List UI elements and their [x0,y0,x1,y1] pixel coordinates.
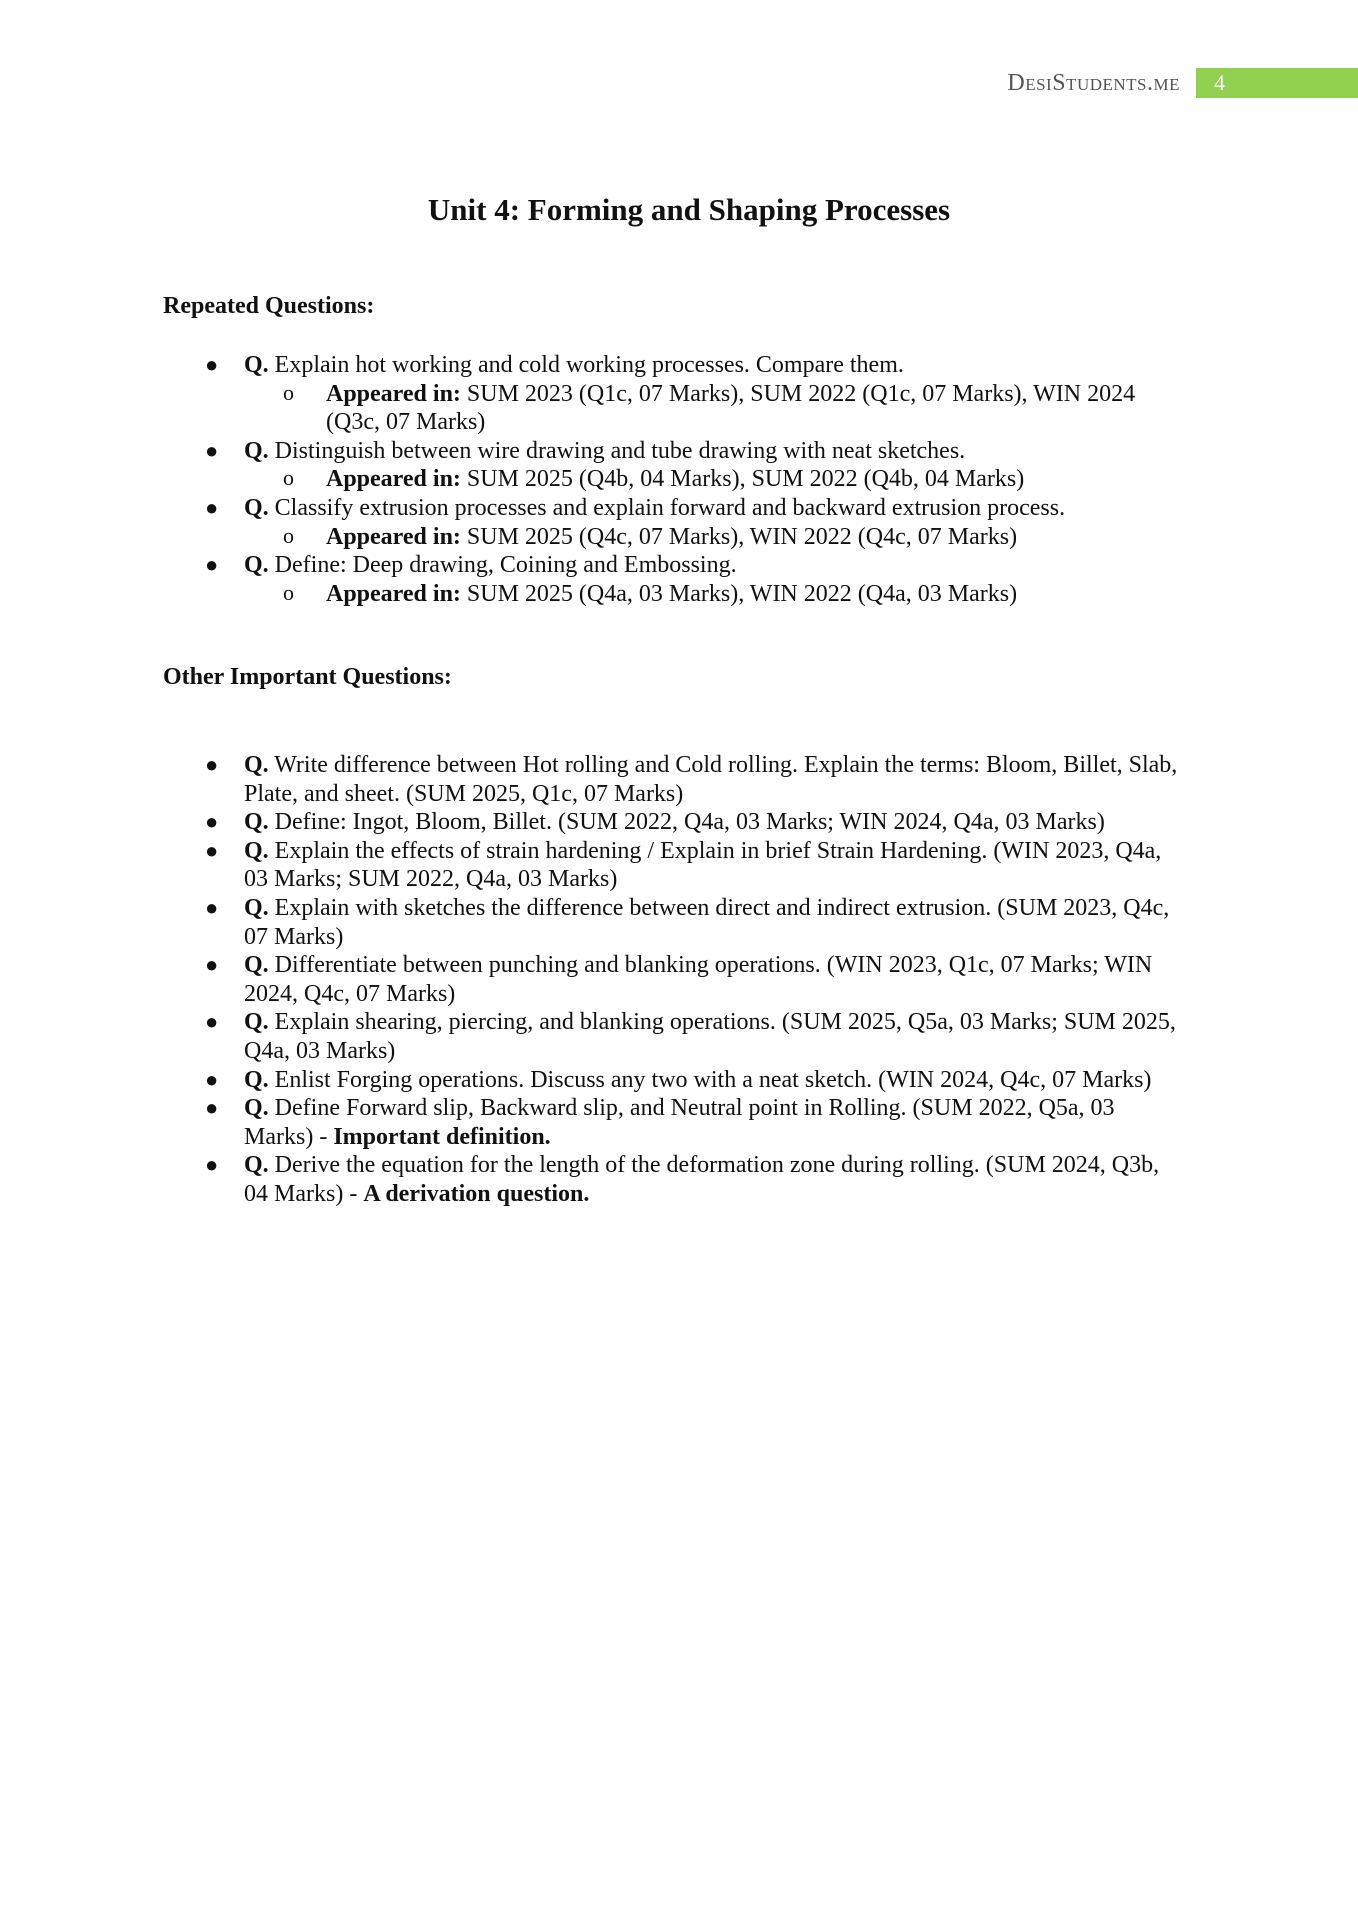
bullet-icon: ● [205,752,219,777]
question-text: Derive the equation for the length of the deformation zone during rolling. (SUM 2024, Q3b, 04 Marks) - [244,1152,1160,1207]
question-text: Explain the effects of strain hardening / Explain in brief Strain Hardening. (WIN 2023, Q4a, 03 Marks; SUM 2022, Q4a, 03 Marks) [244,837,1162,893]
question-label: Q. [244,552,269,579]
bullet-icon: ● [205,437,219,463]
bullet-icon: ● [205,1095,219,1121]
appeared-in-item [163,465,1183,494]
bullet-icon: ● [205,1066,219,1092]
sub-bullet-icon: o [283,522,294,548]
other-questions-list [163,751,1183,1209]
list-item [163,1094,1183,1151]
question-text: Explain with sketches the difference between direct and indirect extrusion. (SUM 2023, Q4c, 07 Marks) [244,894,1170,950]
appeared-in-item [163,523,1183,552]
page-title: Unit 4: Forming and Shaping Processes [427,192,951,227]
question-text: Explain hot working and cold working processes. Compare them. [268,352,904,378]
bullet-icon: ● [205,1009,219,1035]
question-note: Important definition. [333,1123,551,1150]
bullet-icon: ● [205,837,219,863]
question-label: Q. [244,809,269,836]
question-text: Define Forward slip, Backward slip, and Neutral point in Rolling. (SUM 2022, Q5a, 03 Marks) - [244,1095,1115,1150]
site-name: DesiStudents.me [1007,70,1180,96]
repeated-questions-list [163,351,1183,608]
appeared-label: Appeared in: [326,580,461,607]
question-text: Explain shearing, piercing, and blanking operations. (SUM 2025, Q5a, 03 Marks; SUM 2025, Q4a, 03 Marks) [244,1009,1176,1064]
question-text: Differentiate between punching and blanking operations. (WIN 2023, Q1c, 07 Marks; WIN 2024, Q4c, 07 Marks) [244,952,1153,1007]
question-text: Classify extrusion processes and explain forward and backward extrusion process. [268,494,1066,521]
list-item [163,808,1183,837]
appeared-text: SUM 2025 (Q4b, 04 Marks), SUM 2022 (Q4b, 04 Marks) [460,466,1025,493]
question-text: Write difference between Hot rolling and Cold rolling. Explain the terms: Bloom, Billet, Slab, Plate, and sheet. (SUM 2025, Q1c, 07 Marks) [244,752,1178,807]
question-label: Q. [244,352,269,378]
question-text: Enlist Forging operations. Discuss any two with a neat sketch. (WIN 2024, Q4c, 07 Marks) [268,1066,1152,1093]
sub-bullet-icon: o [283,579,294,605]
question-label: Q. [244,894,269,921]
question-text: Define: Deep drawing, Coining and Embossing. [268,552,737,579]
list-item [163,751,1183,808]
repeated-questions-heading: Repeated Questions: [163,293,375,319]
appeared-text: SUM 2025 (Q4c, 07 Marks), WIN 2022 (Q4c, 07 Marks) [460,523,1018,550]
question-label: Q. [244,1066,269,1093]
question-label: Q. [244,837,269,864]
bullet-icon: ● [205,352,219,377]
bullet-icon: ● [205,552,219,578]
bullet-icon: ● [205,809,219,835]
list-item [163,1066,1183,1095]
question-label: Q. [244,1009,269,1036]
page-number: 4 [1196,68,1358,98]
question-label: Q. [244,1152,269,1179]
question-label: Q. [244,952,269,979]
appeared-label: Appeared in: [326,466,461,493]
appeared-label: Appeared in: [326,380,461,407]
list-item [163,351,1183,380]
bullet-icon: ● [205,894,219,920]
list-item [163,1008,1183,1065]
other-questions-heading: Other Important Questions: [163,664,452,690]
question-label: Q. [244,1095,269,1122]
question-label: Q. [244,752,269,778]
list-item [163,551,1183,580]
page-header [1007,68,1358,98]
list-item [163,1151,1183,1208]
list-item [163,951,1183,1008]
appeared-text: SUM 2025 (Q4a, 03 Marks), WIN 2022 (Q4a, 03 Marks) [460,580,1018,607]
list-item [163,837,1183,894]
appeared-text: SUM 2023 (Q1c, 07 Marks), SUM 2022 (Q1c, 07 Marks), WIN 2024 (Q3c, 07 Marks) [326,380,1136,436]
appeared-in-item [163,380,1183,437]
list-item [163,494,1183,523]
sub-bullet-icon: o [283,465,294,491]
question-text: Distinguish between wire drawing and tube drawing with neat sketches. [268,437,966,464]
question-label: Q. [244,494,269,521]
list-item [163,894,1183,951]
appeared-in-item [163,580,1183,609]
bullet-icon: ● [205,1152,219,1178]
list-item [163,437,1183,466]
question-text: Define: Ingot, Bloom, Billet. (SUM 2022, Q4a, 03 Marks; WIN 2024, Q4a, 03 Marks) [268,809,1105,836]
appeared-label: Appeared in: [326,523,461,550]
bullet-icon: ● [205,494,219,520]
sub-bullet-icon: o [283,379,294,405]
question-note: A derivation question. [363,1180,590,1207]
bullet-icon: ● [205,952,219,978]
question-label: Q. [244,437,269,464]
